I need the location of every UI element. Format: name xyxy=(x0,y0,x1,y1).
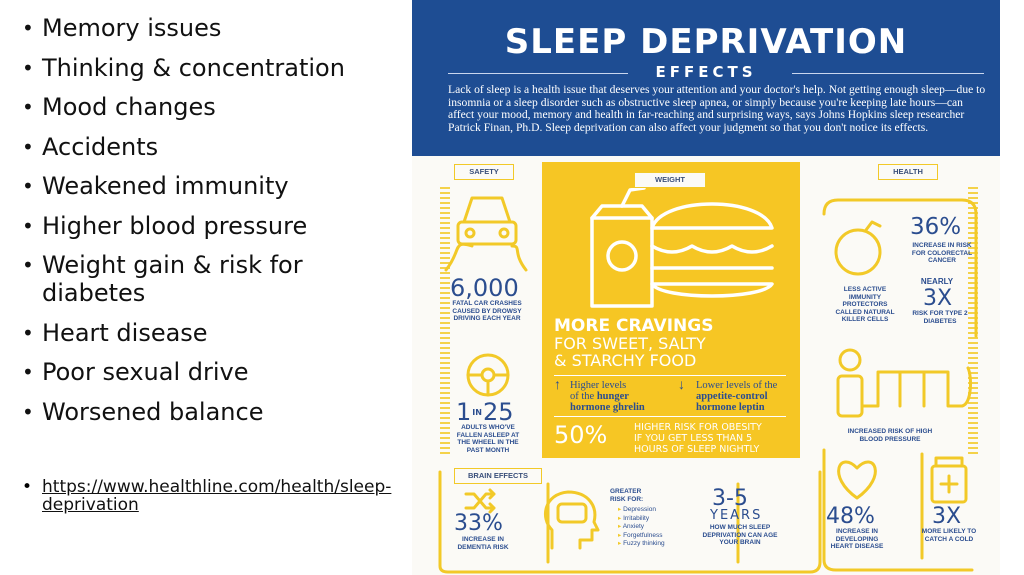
stat-part: 1 xyxy=(456,398,472,426)
bullet-item: • Poor sexual drive xyxy=(22,358,407,386)
head-icon xyxy=(538,488,602,550)
brain-stat-2-text: HOW MUCH SLEEP DEPRIVATION CAN AGE YOUR BRAIN xyxy=(702,524,778,546)
text-line: Higher levels xyxy=(570,380,627,391)
health-stat-2-text: RISK FOR TYPE 2 DIABETES xyxy=(912,310,968,325)
bullet-text: Worsened balance xyxy=(42,397,264,426)
risk-item: ▸ Forgetfulness xyxy=(618,532,665,541)
down-arrow-icon: ↓ xyxy=(678,378,685,393)
bullet-text: Weight gain & risk for diabetes xyxy=(42,251,303,307)
bullet-item: • Higher blood pressure xyxy=(22,212,407,240)
text-line: hormone ghrelin xyxy=(570,402,645,413)
medicine-bottle-icon xyxy=(928,454,970,504)
bullet-item: • Weakened immunity xyxy=(22,172,407,200)
health-stat-3-text: INCREASE IN DEVELOPING HEART DISEASE xyxy=(830,528,884,550)
brain-effects-label: BRAIN EFFECTS xyxy=(454,468,542,484)
text-line: Lower levels of the xyxy=(696,380,778,391)
immune-text: LESS ACTIVE IMMUNITY PROTECTORS CALLED NATURAL KILLER CELLS xyxy=(835,286,895,323)
steering-wheel-icon xyxy=(458,350,518,400)
heart-icon xyxy=(832,456,882,502)
bullet-item: • Worsened balance xyxy=(22,398,407,426)
bullet-text: Heart disease xyxy=(42,318,208,347)
brain-stat-2: 3-5 xyxy=(712,486,748,511)
text-line: IF YOU GET LESS THAN 5 xyxy=(634,433,753,444)
infographic-subtitle: EFFECTS xyxy=(655,63,757,81)
infographic-intro: Lack of sleep is a health issue that deserves your attention and your doctor's help. Not getting enough sleep—due to insomnia or a sleep disorder such as obstructive sleep apnea, or simply because you're keeping late hours—can affect your mood, memory and health in far-reaching and surprising ways, says Johns Hopkins sleep researcher Patrick Finan, Ph.D. Sleep deprivation can also affect your judgment so that you don't notice its effects. xyxy=(448,83,986,134)
safety-stat-1-text: FATAL CAR CRASHES CAUSED BY DROWSY DRIVING EACH YEAR xyxy=(452,300,522,322)
nearly-label: NEARLY xyxy=(920,277,954,286)
risk-list xyxy=(618,506,665,549)
higher-text xyxy=(570,380,645,413)
bullet-item: • Thinking & concentration xyxy=(22,54,407,82)
risk-item: ▸ Depression xyxy=(618,506,665,515)
health-stat-1-text: INCREASE IN RISK FOR COLORECTAL CANCER xyxy=(911,242,973,264)
text-line: hormone leptin xyxy=(696,402,765,413)
bullet-text: Memory issues xyxy=(42,14,222,42)
cravings-line-1: MORE CRAVINGS xyxy=(554,316,714,336)
cravings-line-2: FOR SWEET, SALTY xyxy=(554,334,706,353)
car-icon xyxy=(442,180,542,275)
divider xyxy=(554,375,786,376)
safety-stat-2 xyxy=(456,398,514,426)
infographic xyxy=(412,0,1000,575)
health-stat-1: 36% xyxy=(910,214,962,240)
bullet-item: • Accidents xyxy=(22,133,407,161)
greater-risk-label: GREATER RISK FOR: xyxy=(610,488,644,503)
divider xyxy=(554,416,786,417)
obesity-text xyxy=(634,422,762,455)
text-part: of the xyxy=(570,391,597,402)
stat-part: 25 xyxy=(482,398,514,426)
risk-item: ▸ Irritability xyxy=(618,515,665,524)
obesity-percent: 50% xyxy=(554,421,608,449)
health-bp-text: INCREASED RISK OF HIGH BLOOD PRESSURE xyxy=(847,428,933,443)
source-link-item: • https://www.healthline.com/health/sleep-deprivation xyxy=(22,478,402,514)
health-stat-2: 3X xyxy=(923,286,953,311)
safety-label: SAFETY xyxy=(454,164,514,180)
brain-stat-2-unit: YEARS xyxy=(710,508,763,523)
bullet-text: Higher blood pressure xyxy=(42,211,308,240)
text-part: hunger xyxy=(596,391,629,402)
bomb-icon xyxy=(830,214,892,278)
brain-stat-1-text: INCREASE IN DEMENTIA RISK xyxy=(457,536,509,551)
brain-stat-1: 33% xyxy=(454,511,503,536)
cravings-line-3: & STARCHY FOOD xyxy=(554,351,697,370)
bullet-text: Accidents xyxy=(42,132,159,161)
bullet-text: Mood changes xyxy=(42,93,216,121)
health-stat-4-text: MORE LIKELY TO CATCH A COLD xyxy=(921,528,977,543)
bullet-item: • Heart disease xyxy=(22,319,407,347)
bullet-text: Poor sexual drive xyxy=(42,358,249,386)
text-line: appetite-control xyxy=(696,391,768,402)
bullet-item: • Weight gain & risk for diabetes xyxy=(22,251,407,307)
junk-food-icon xyxy=(582,188,782,308)
infographic-title: SLEEP DEPRIVATION xyxy=(504,22,908,62)
text-line xyxy=(570,391,645,402)
health-stat-3: 48% xyxy=(826,504,875,529)
bullet-item: • Mood changes xyxy=(22,93,407,121)
bullet-text: Weakened immunity xyxy=(42,172,289,200)
lower-text xyxy=(696,380,777,413)
source-link[interactable]: https://www.healthline.com/health/sleep-deprivation xyxy=(42,477,392,515)
stat-part: IN xyxy=(472,407,482,417)
risk-item: ▸ Fuzzy thinking xyxy=(618,540,665,549)
health-label: HEALTH xyxy=(878,164,938,180)
text-line: HOURS OF SLEEP NIGHTLY xyxy=(634,444,760,455)
bullet-item: • Memory issues xyxy=(22,14,407,42)
blood-pressure-icon xyxy=(822,346,982,432)
bullet-text: Thinking & concentration xyxy=(42,53,345,82)
text-line: HIGHER RISK FOR OBESITY xyxy=(634,422,762,433)
up-arrow-icon: ↑ xyxy=(554,378,561,393)
health-stat-4: 3X xyxy=(932,504,962,529)
safety-stat-1: 6,000 xyxy=(450,274,519,302)
safety-stat-2-text: ADULTS WHO'VE FALLEN ASLEEP AT THE WHEEL IN THE PAST MONTH xyxy=(456,424,520,454)
risk-item: ▸ Anxiety xyxy=(618,523,665,532)
weight-label: WEIGHT xyxy=(634,172,706,188)
bullet-list xyxy=(22,14,407,437)
